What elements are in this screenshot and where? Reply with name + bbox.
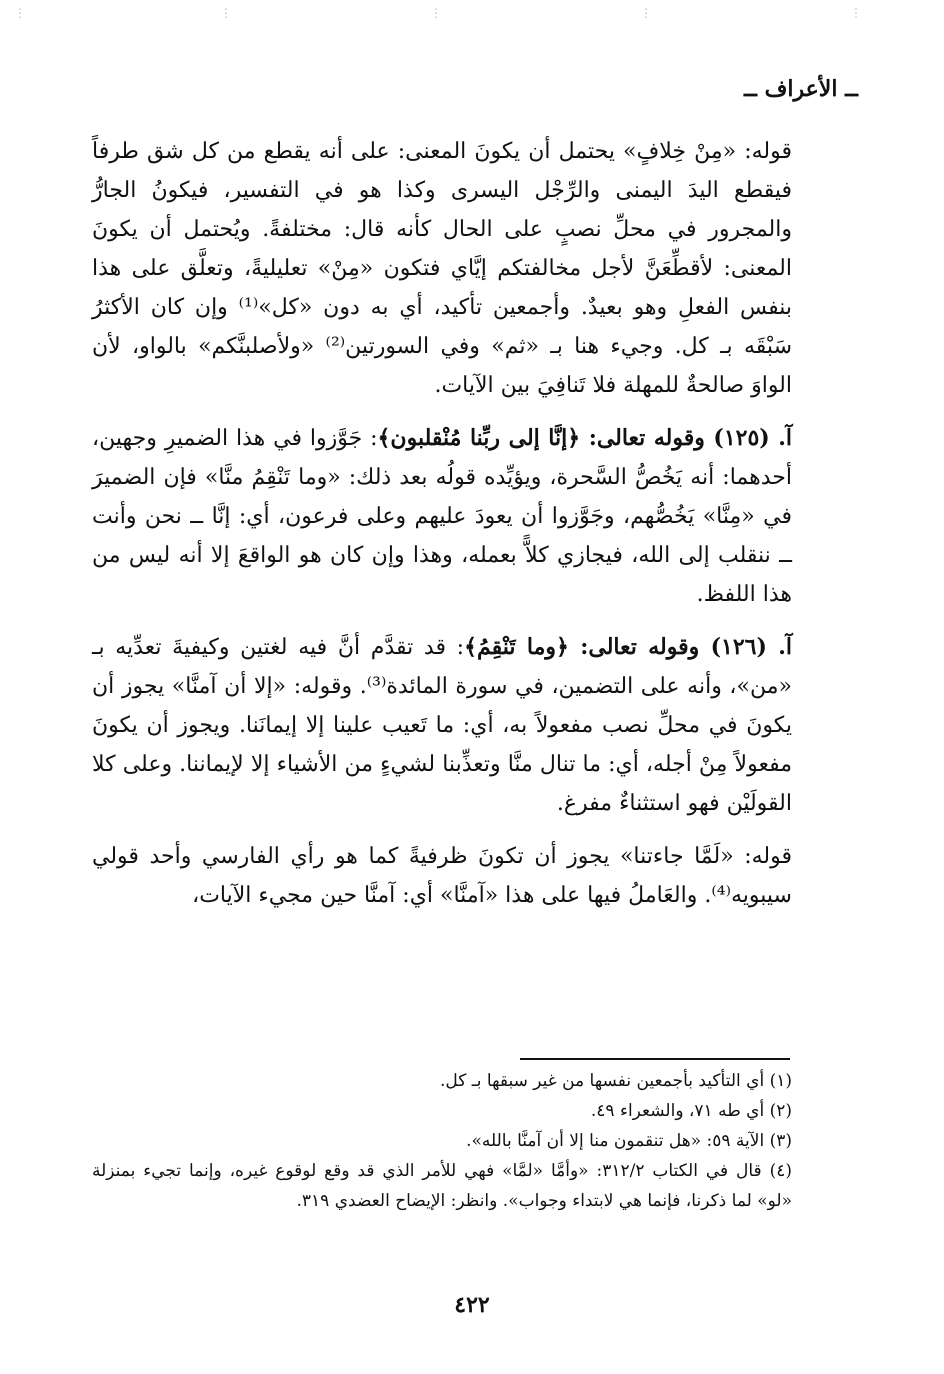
footnote: (٣) الآية ٥٩: «هل تنقمون منا إلا أن آمنَّا بالله». [466, 1131, 792, 1151]
footnote: (١) أي التأكيد بأجمعين نفسها من غير سبقها بـ كل. [440, 1071, 792, 1091]
paragraph-text: : قد تقدَّم أنَّ فيه لغتين وكيفيةَ تعدِّيه بـ «من»، وأنه على التضمين، في سورة المائدة⁽³⁾. وقوله: «إلا أن آمنَّا» يجوز أن يكونَ في محلِّ نصب مفعولاً به، أي: ما تَعيب علينا إلا إيمانَنا. ويجوز أن يكونَ مفعولاً مِنْ أجله، أي: ما تنال منَّا وتعذِّبنا لشيءٍ من الأشياء إلا لإيماننا. وعلى كلا القولَيْن فهو استثناءٌ مفرغ. [92, 635, 792, 816]
paragraph-text: : جَوَّزوا في هذا الضميرِ وجهين، أحدهما: أنه يَخُصُّ السَّحرة، ويؤيِّده قولُه بعد ذلك: «وما تَنْقِمُ منَّا» فإن الضميرَ في «مِنَّا» يَخُصُّهم، وجَوَّزوا أن يعودَ عليهم وعلى فرعون، أي: إنَّا ــ نحن وأنت ــ ننقلب إلى الله، فيجازي كلاًّ بعمله، وهذا وإن كان هو الواقعَ إلا أنه ليس من هذا اللفظ. [92, 426, 792, 607]
footnote: (٤) قال في الكتاب ٣١٢/٢: «وأمَّا «لمَّا» فهي للأمر الذي قد وقع لوقوع غيره، وإنما تجيء بمنزلة «لو» لما ذكرنا، فإنما هي لابتداء وجواب». وانظر: الإيضاح العضدي ٣١٩. [92, 1161, 792, 1211]
scan-artifact: ⋮ [14, 6, 26, 20]
scan-artifact: ⋮ [220, 6, 232, 20]
footnote: (٢) أي طه ٧١، والشعراء ٤٩. [590, 1101, 792, 1121]
paragraph [92, 419, 792, 614]
footnotes [92, 1066, 792, 1216]
footnote-divider [520, 1058, 790, 1060]
scan-artifact: ⋮ [850, 6, 862, 20]
page-number: ٤٢٢ [454, 1292, 490, 1318]
paragraph-text: قوله: «مِنْ خِلافٍ» يحتمل أن يكونَ المعنى: على أنه يقطع من كل شق طرفاً فيقطع اليدَ اليمنى والرِّجْل اليسرى وكذا هو في التفسير، فيكونُ الجارُّ والمجرور في محلِّ نصبٍ على الحال كأنه قال: مختلفةً. ويُحتمل أن يكونَ المعنى: لأقطِّعَنَّ لأجل مخالفتكم إيَّاي فتكون «مِنْ» تعليليةً، وتعلَّق على هذا بنفس الفعلِ وهو بعيدٌ. وأجمعين تأكيد، أي به دون «كل»⁽¹⁾ وإن كان الأكثرُ سَبْقَه بـ كل. وجيء هنا بـ «ثم» وفي السورتين⁽²⁾ «ولأصلبنَّكم» بالواو، لأن الواوَ صالحةٌ للمهلة فلا تَنافِيَ بين الآيات. [92, 139, 793, 398]
paragraph [92, 837, 792, 915]
scan-artifact: ⋮ [430, 6, 442, 20]
main-text [92, 132, 792, 915]
paragraph-text: قوله: «لَمَّا جاءتنا» يجوز أن تكونَ ظرفيةً كما هو رأي الفارسي وأحد قولي سيبويه⁽⁴⁾. والعَاملُ فيها على هذا «آمنَّا» أي: آمنَّا حين مجيء الآيات، [92, 844, 792, 908]
paragraph [92, 628, 792, 823]
scan-artifact: ⋮ [640, 6, 652, 20]
running-header: ــ الأعراف ــ [744, 76, 858, 102]
paragraph [92, 132, 792, 405]
verse-heading: آ. (١٢٦) وقوله تعالى: ﴿وما تَنْقِمُ﴾ [464, 634, 792, 660]
verse-heading: آ. (١٢٥) وقوله تعالى: ﴿إنَّا إلى ربِّنا مُنْقلبون﴾ [377, 425, 792, 451]
